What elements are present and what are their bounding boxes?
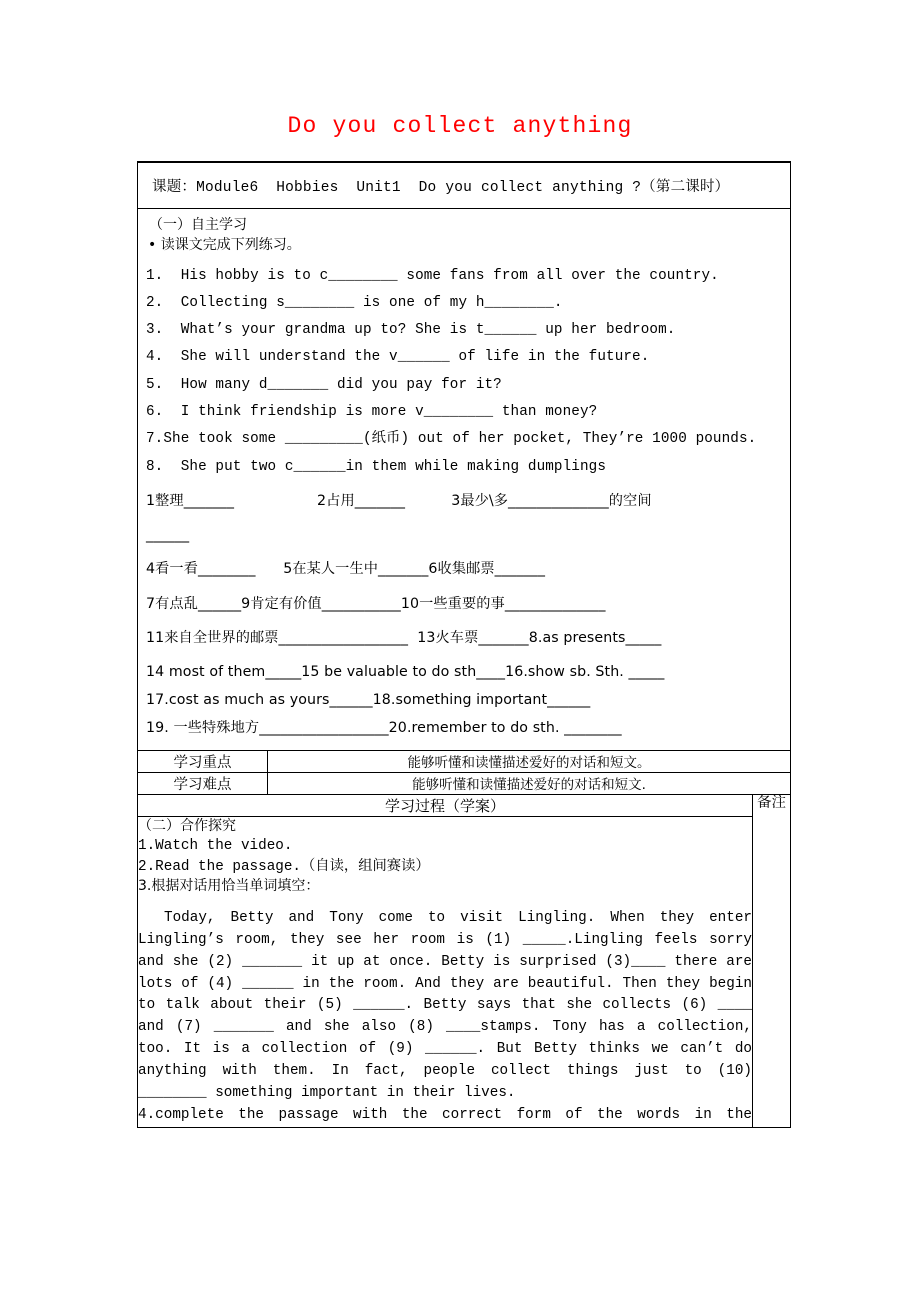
table-row-self-study [138, 209, 791, 751]
step-item: 3.根据对话用恰当单词填空： [138, 878, 320, 895]
table-row-subject [138, 162, 791, 209]
step-item: 1.Watch the video. [138, 838, 293, 855]
exercise-item: 5. How many d_______ did you pay for it? [146, 376, 502, 393]
difficulty-label: 学习难点 [138, 772, 268, 794]
vocab-item: 17.cost as much as yours______18.something important______ [146, 692, 591, 709]
vocab-item: 4看一看________ 5在某人一生中_______6收集邮票_______ [146, 561, 546, 578]
focus-value: 能够听懂和读懂描述爱好的对话和短文。 [268, 750, 791, 772]
exercise-item: 8. She put two c______in them while making dumplings [146, 458, 607, 475]
vocab-item: 7有点乱______9肯定有价值___________10一些重要的事______________ [146, 595, 606, 612]
table-row-process-header [138, 794, 791, 816]
table-row-difficulty [138, 772, 791, 794]
subject-cell [138, 162, 791, 209]
exercise-item: 6. I think friendship is more v________ than money? [146, 404, 598, 421]
section-two-heading: （二）合作探究 [138, 817, 236, 834]
page-title: Do you collect anything [287, 113, 633, 139]
section-one-heading: （一）自主学习 [149, 217, 247, 233]
vocab-item: ______ [146, 527, 190, 544]
vocab-item: 14 most of them_____15 be valuable to do sth____16.show sb. Sth. _____ [146, 663, 665, 680]
process-header: 学习过程（学案） [138, 794, 753, 816]
worksheet-table [137, 161, 791, 1128]
focus-label: 学习重点 [138, 750, 268, 772]
subject-text: 课题：Module6 Hobbies Unit1 Do you collect anything ?（第二课时） [152, 180, 730, 196]
passage-text: Today, Betty and Tony come to visit Lingling. When they enter Lingling’s room, they see her room is (1) _____.Lingling feels sorry and she (2) _______ it up at once. Betty is surprised (3)____ there are lots of (4) ______ in the room. And they are beautiful. Then they begin to talk about their (5) ______. Betty says that she collects (6) ____ and (7) _______ and she also (8) ____stamps. Tony has a collection, too. It is a collection of (9) ______. But Betty thinks we can’t do anything with them. In fact, people collect things just to (10) ________ something important in their lives. [138, 909, 761, 1101]
exercise-item: 2. Collecting s________ is one of my h________. [146, 294, 563, 311]
vocab-item: 19. 一些特殊地方__________________20.remember to do sth. ________ [146, 720, 622, 737]
note-column-header: 备注 [753, 794, 791, 1127]
table-row-section-two [138, 816, 791, 1127]
self-study-cell [138, 209, 791, 751]
exercise-item: 3. What’s your grandma up to? She is t______ up her bedroom. [146, 322, 676, 339]
exercise-item: 1. His hobby is to c________ some fans from all over the country. [146, 267, 719, 284]
exercise-item: 4. She will understand the v______ of life in the future. [146, 349, 650, 366]
step-item: 2.Read the passage.（自读，组间赛读） [138, 858, 430, 875]
exercise-item: 7.She took some _________(纸币) out of her pocket, They’re 1000 pounds. [146, 431, 757, 448]
last-step: 4.complete the passage with the correct form of the words in the [138, 1106, 752, 1123]
difficulty-value: 能够听懂和读懂描述爱好的对话和短文. [268, 772, 791, 794]
fill-in-passage [138, 908, 761, 1105]
section-two-cell [138, 816, 761, 1127]
section-one-bullet: • 读课文完成下列练习。 [148, 237, 301, 254]
table-row-focus [138, 750, 791, 772]
vocab-item: 11来自全世界的邮票__________________ 13火车票_______8.as presents_____ [146, 629, 662, 646]
vocab-item: 1整理_______ 2占用_______ 3最少\多______________的空间 [146, 492, 652, 509]
